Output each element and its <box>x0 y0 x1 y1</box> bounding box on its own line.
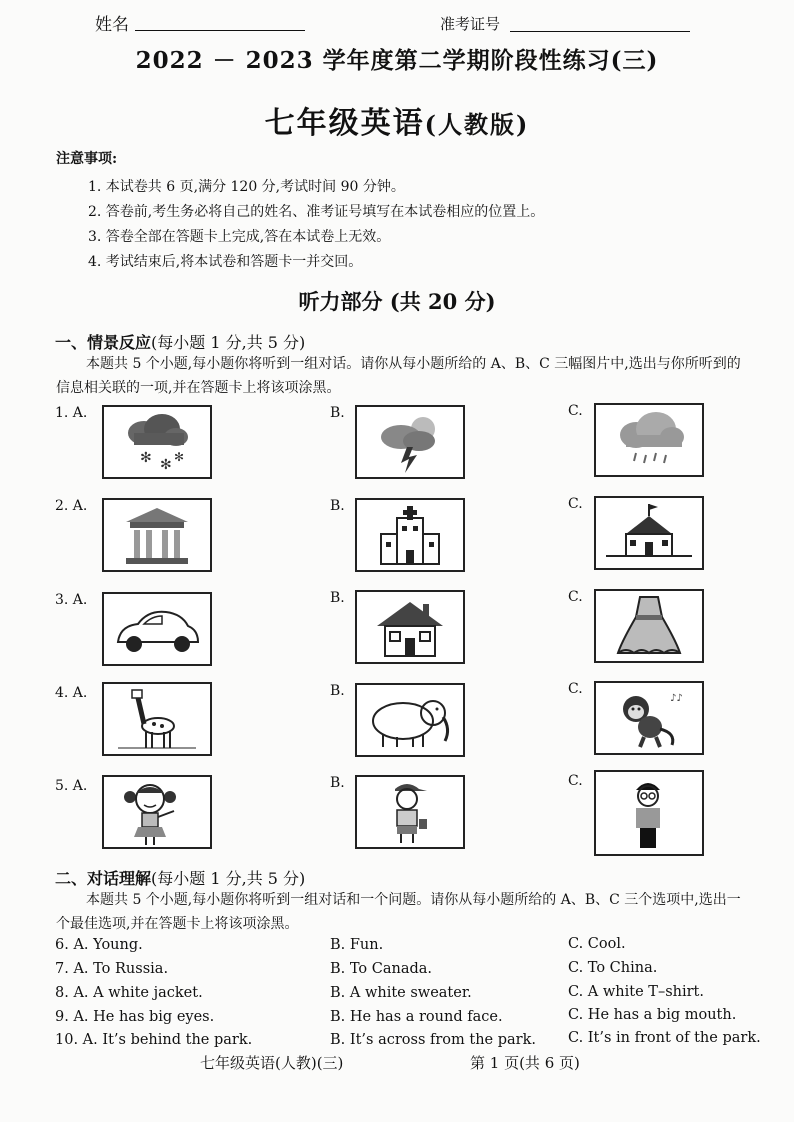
bank-building-icon[interactable] <box>102 498 212 572</box>
exam-number-blank[interactable] <box>510 31 690 32</box>
edition-label: (人教版) <box>424 110 530 139</box>
option-c[interactable]: C. A white T–shirt. <box>568 984 704 1000</box>
option-c-label: C. <box>568 681 583 697</box>
exam-number-label: 准考证号 <box>440 15 501 33</box>
dress-icon[interactable] <box>594 589 704 663</box>
section1-score: (每小题 1 分,共 5 分) <box>151 333 306 352</box>
subject-title: 七年级英语 <box>264 106 425 141</box>
name-label: 姓名 <box>95 15 129 35</box>
question-label: 5. A. <box>55 778 88 794</box>
option-b-label: B. <box>330 405 345 421</box>
rain-cloud-icon[interactable] <box>594 403 704 477</box>
option-c-label: C. <box>568 589 583 605</box>
option-c[interactable]: C. Cool. <box>568 936 626 952</box>
option-a[interactable]: 7. A. To Russia. <box>55 961 169 977</box>
note-item: 3. 答卷全部在答题卡上完成,答在本试卷上无效。 <box>88 229 391 245</box>
section2-title: 二、对话理解 <box>55 869 152 888</box>
section1-title: 一、情景反应 <box>55 333 152 352</box>
page-number: 第 1 页(共 6 页) <box>470 1054 580 1072</box>
svg-text:♪♪: ♪♪ <box>670 693 683 704</box>
section2-score: (每小题 1 分,共 5 分) <box>151 869 306 888</box>
option-b[interactable]: B. He has a round face. <box>330 1009 503 1025</box>
option-a[interactable]: 6. A. Young. <box>55 937 143 953</box>
exam-title: 2022 － 2023 学年度第二学期阶段性练习(三) <box>135 47 659 74</box>
option-b[interactable]: B. To Canada. <box>330 961 433 977</box>
note-item: 1. 本试卷共 6 页,满分 120 分,考试时间 90 分钟。 <box>88 179 405 195</box>
option-b[interactable]: B. It’s across from the park. <box>330 1032 537 1048</box>
option-b[interactable]: B. Fun. <box>330 937 384 953</box>
option-b-label: B. <box>330 590 345 606</box>
house-icon[interactable] <box>355 590 465 664</box>
svg-text:✻: ✻ <box>160 457 172 473</box>
option-b[interactable]: B. A white sweater. <box>330 985 472 1001</box>
question-label: 4. A. <box>55 685 88 701</box>
elephant-icon[interactable] <box>355 683 465 757</box>
giraffe-icon[interactable] <box>102 682 212 756</box>
option-b-label: B. <box>330 775 345 791</box>
section1-heading <box>55 330 305 353</box>
option-c-label: C. <box>568 773 583 789</box>
option-b-label: B. <box>330 498 345 514</box>
svg-text:✻: ✻ <box>140 450 152 466</box>
hospital-building-icon[interactable] <box>355 498 465 572</box>
option-c-label: C. <box>568 403 583 419</box>
school-building-icon[interactable] <box>594 496 704 570</box>
question-label: 3. A. <box>55 592 88 608</box>
option-a[interactable]: 9. A. He has big eyes. <box>55 1009 215 1025</box>
option-c[interactable]: C. He has a big mouth. <box>568 1007 737 1023</box>
note-item: 2. 答卷前,考生务必将自己的姓名、准考证号填写在本试卷相应的位置上。 <box>88 204 545 220</box>
option-c-label: C. <box>568 496 583 512</box>
option-c[interactable]: C. To China. <box>568 960 658 976</box>
listening-part-title: 听力部分 (共 20 分) <box>298 289 496 314</box>
footer-subject: 七年级英语(人教)(三) <box>200 1054 344 1072</box>
option-a[interactable]: 8. A. A white jacket. <box>55 985 203 1001</box>
note-item: 4. 考试结束后,将本试卷和答题卡一并交回。 <box>88 254 363 270</box>
monkey-icon[interactable] <box>594 681 704 755</box>
boy-with-cap-figure-icon[interactable] <box>355 775 465 849</box>
option-a[interactable]: 10. A. It’s behind the park. <box>55 1032 253 1048</box>
question-label: 1. A. <box>55 405 88 421</box>
section2-instructions: 本题共 5 个小题,每小题你将听到一组对话和一个问题。请你从每小题所给的 A、B、C 三个选项中,选出一个最佳选项,并在答题卡上将该项涂黑。 <box>56 892 741 932</box>
snow-cloud-icon[interactable] <box>102 405 212 479</box>
option-b-label: B. <box>330 683 345 699</box>
question-label: 2. A. <box>55 498 88 514</box>
thunderstorm-cloud-icon[interactable] <box>355 405 465 479</box>
svg-text:✻: ✻ <box>174 450 185 464</box>
exam-subtitle <box>0 98 794 142</box>
section1-instructions: 本题共 5 个小题,每小题你将听到一组对话。请你从每小题所给的 A、B、C 三幅图片中,选出与你所听到的信息相关联的一项,并在答题卡上将该项涂黑。 <box>56 356 741 396</box>
boy-with-glasses-figure-icon[interactable] <box>594 770 704 856</box>
car-icon[interactable] <box>102 592 212 666</box>
girl-figure-icon[interactable] <box>102 775 212 849</box>
name-blank[interactable] <box>135 30 305 31</box>
notes-heading: 注意事项: <box>56 151 118 167</box>
option-c[interactable]: C. It’s in front of the park. <box>568 1030 761 1046</box>
section2-heading <box>55 866 305 889</box>
